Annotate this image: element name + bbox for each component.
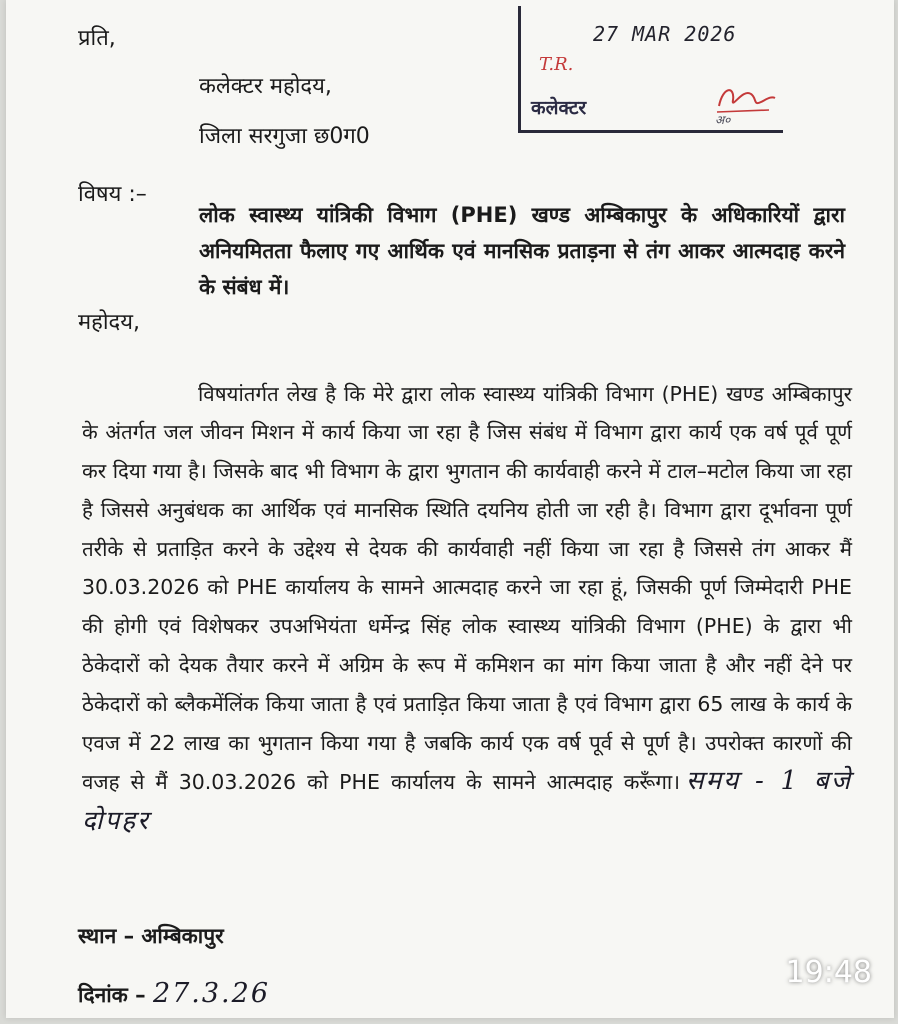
letter-page xyxy=(6,0,894,1018)
date-line xyxy=(78,980,270,1007)
date-label: दिनांक – xyxy=(78,983,146,1007)
handwritten-time: समय - 1 बजे दोपहर xyxy=(82,766,852,837)
stamp-date: 27 MAR 2026 xyxy=(593,22,737,46)
handwritten-date: 27.3.26 xyxy=(152,978,270,1009)
video-timestamp: 19:48 xyxy=(785,955,872,990)
stamp-initials: T.R. xyxy=(539,54,574,75)
addressee-line2: जिला सरगुजा छ0ग0 xyxy=(199,124,370,149)
stamp-signature-note: अ० xyxy=(715,113,731,126)
stamp-signature xyxy=(709,76,779,130)
subject-text: लोक स्वास्थ्य यांत्रिकी विभाग (PHE) खण्ड अम्बिकापुर के अधिकारियों द्वारा अनियमितता फैलाए गए आर्थिक एवं मानसिक प्रताड़ना से तंग आकर आत्मदाह करने के संबंध में। xyxy=(199,203,845,299)
received-stamp xyxy=(518,6,783,133)
to-label: प्रति, xyxy=(78,26,116,51)
letter-body xyxy=(82,375,852,843)
place-line: स्थान – अम्बिकापुर xyxy=(78,924,224,948)
subject-label: विषय :– xyxy=(78,182,147,207)
addressee-line1: कलेक्टर महोदय, xyxy=(199,74,332,99)
stamp-office: कलेक्टर xyxy=(531,97,587,119)
salutation: महोदय, xyxy=(78,310,140,335)
body-paragraph: विषयांतर्गत लेख है कि मेरे द्वारा लोक स्वास्थ्य यांत्रिकी विभाग (PHE) खण्ड अम्बिकापुर के अंतर्गत जल जीवन मिशन में कार्य किया जा रहा है जिस संबंध में विभाग द्वारा कार्य एक वर्ष पूर्व पूर्ण कर दिया गया है। जिसके बाद भी विभाग के द्वारा भुगतान की कार्यवाही करने में टाल–मटोल किया जा रहा है जिससे अनुबंधक का आर्थिक एवं मानसिक स्थिति दयनिय होती जा रही है। विभाग द्वारा दूर्भावना पूर्ण तरीके से प्रताड़ित करने के उद्देश्य से देयक की कार्यवाही नहीं किया जा रहा है जिससे तंग आकर मैं 30.03.2026 को PHE कार्यालय के सामने आत्मदाह करने जा रहा हूं, जिसकी पूर्ण जिम्मेदारी PHE की होगी एवं विशेषकर उपअभियंता धर्मेन्द्र सिंह लोक स्वास्थ्य यांत्रिकी विभाग (PHE) के द्वारा भी ठेकेदारों को देयक तैयार करने में अग्रिम के रूप में कमिशन का मांग किया जाता है और नहीं देने पर ठेकेदारों को ब्लैकमेंलिंक किया जाता है एवं प्रताड़ित किया जाता है एवं विभाग द्वारा 65 लाख के कार्य के एवज में 22 लाख का भुगतान किया गया है जबकि कार्य एक वर्ष पूर्व से पूर्ण है। उपरोक्त कारणों की वजह से मैं 30.03.2026 को PHE कार्यालय के सामने आत्मदाह करूँगा। xyxy=(82,381,852,795)
